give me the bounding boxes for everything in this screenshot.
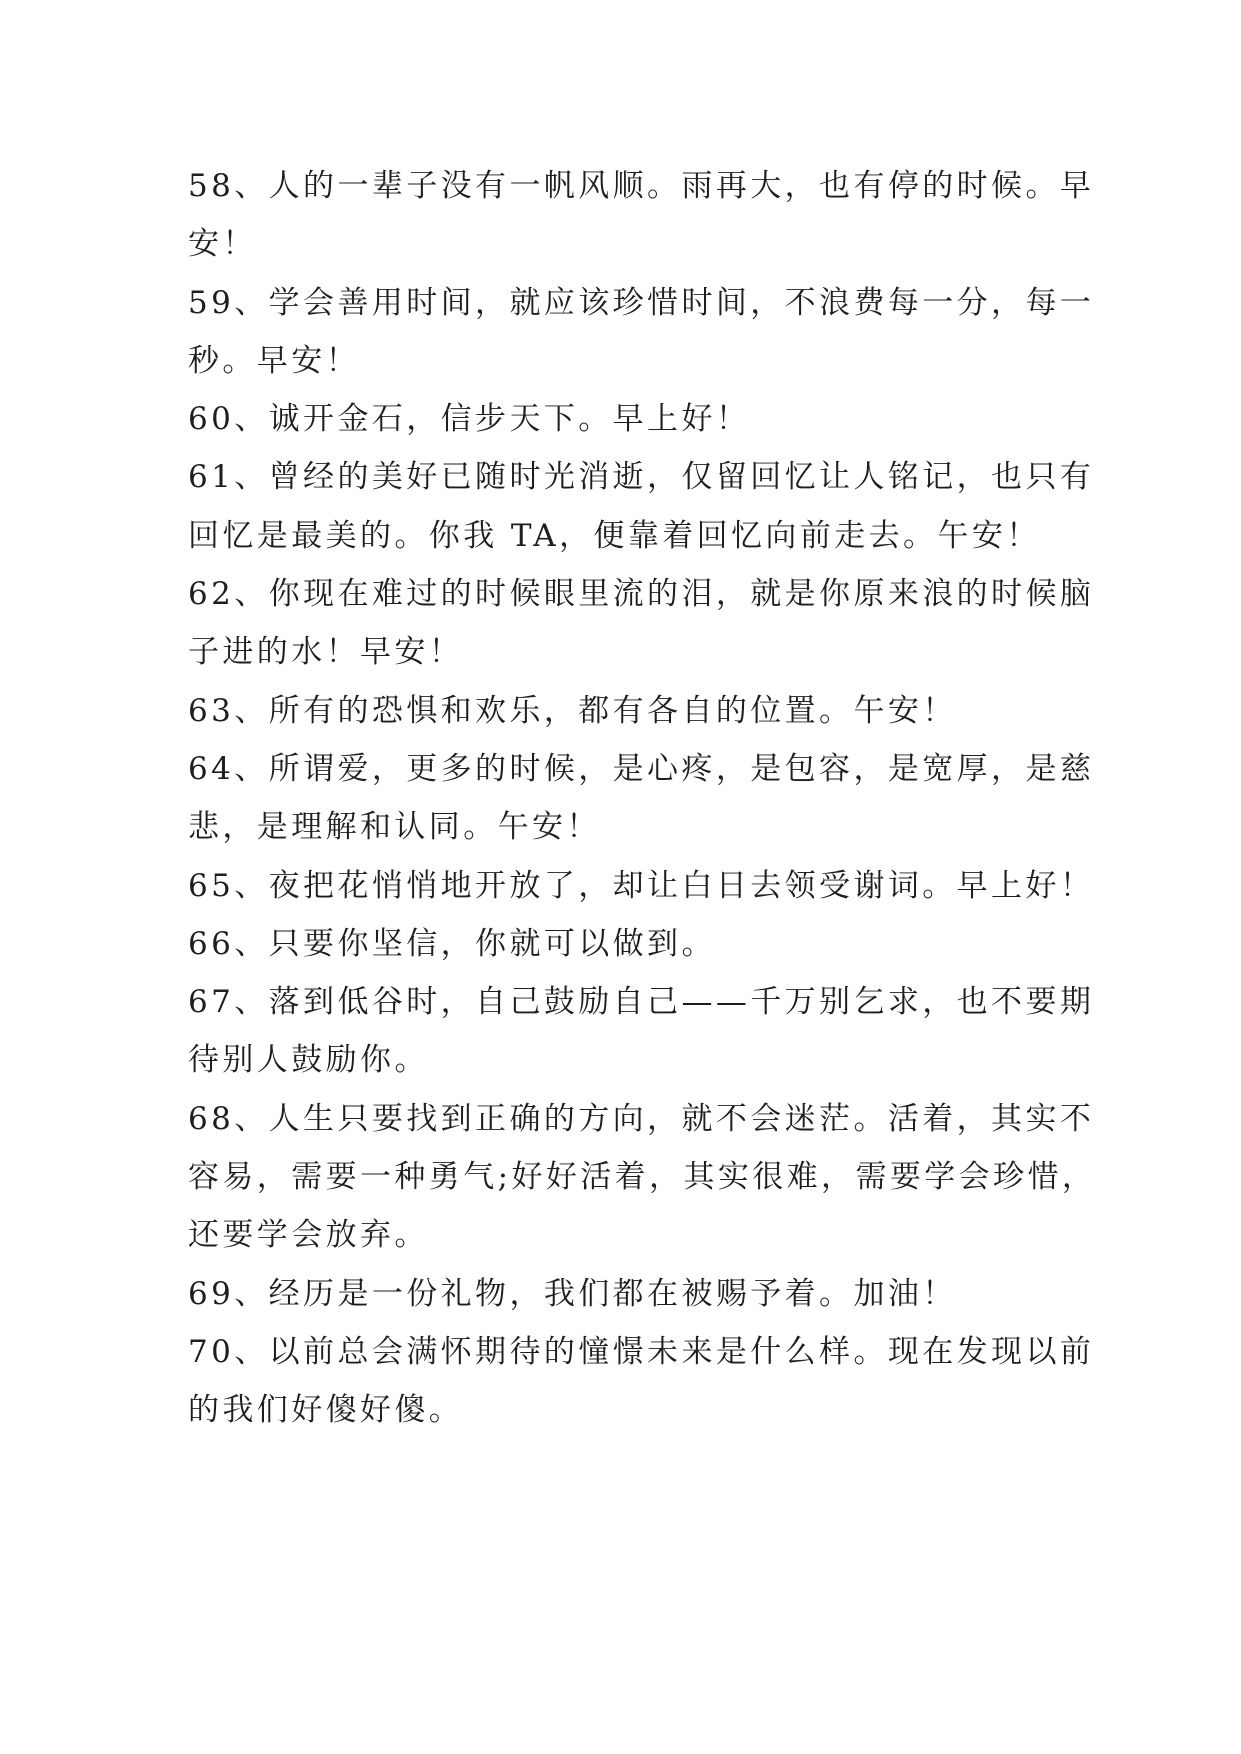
quote-70-line-1: 70、以前总会满怀期待的憧憬未来是什么样。现在发现以前 xyxy=(188,1333,1095,1370)
quote-68-line-1: 68、人生只要找到正确的方向，就不会迷茫。活着，其实不 xyxy=(188,1100,1095,1137)
quote-65-line-1: 65、夜把花悄悄地开放了，却让白日去领受谢词。早上好！ xyxy=(188,867,1095,904)
quote-70-line-2: 的我们好傻好傻。 xyxy=(188,1392,464,1429)
quote-60-line-1: 60、诚开金石，信步天下。早上好！ xyxy=(188,401,751,438)
quote-61-line-1: 61、曾经的美好已随时光消逝，仅留回忆让人铭记，也只有 xyxy=(188,459,1095,496)
quote-59-line-1: 59、学会善用时间，就应该珍惜时间，不浪费每一分，每一 xyxy=(188,284,1095,321)
quote-58-line-1: 58、人的一辈子没有一帆风顺。雨再大，也有停的时候。早 xyxy=(188,168,1095,204)
quote-62-line-1: 62、你现在难过的时候眼里流的泪，就是你原来浪的时候脑 xyxy=(188,576,1095,613)
quote-59-line-2: 秒。早安！ xyxy=(188,342,360,379)
quote-62-line-2: 子进的水！早安！ xyxy=(188,634,464,671)
quote-67-line-1: 67、落到低谷时，自己鼓励自己——千万别乞求，也不要期 xyxy=(188,984,1095,1021)
quote-66-line-1: 66、只要你坚信，你就可以做到。 xyxy=(188,925,716,962)
quote-list xyxy=(188,157,1097,1440)
quote-63-line-1: 63、所有的恐惧和欢乐，都有各自的位置。午安！ xyxy=(188,692,957,729)
quote-58-line-2: 安！ xyxy=(188,226,257,263)
quote-68-line-3: 还要学会放弃。 xyxy=(188,1217,429,1254)
quote-64-line-1: 64、所谓爱，更多的时候，是心疼，是包容，是宽厚，是慈 xyxy=(188,750,1095,787)
quote-69-line-1: 69、经历是一份礼物，我们都在被赐予着。加油！ xyxy=(188,1275,957,1312)
quote-64-line-2: 悲，是理解和认同。午安！ xyxy=(188,809,601,846)
quote-68-line-2: 容易，需要一种勇气;好好活着，其实很难，需要学会珍惜， xyxy=(188,1159,1097,1196)
quote-67-line-2: 待别人鼓励你。 xyxy=(188,1042,429,1079)
quote-61-line-2: 回忆是最美的。你我 TA，便靠着回忆向前走去。午安！ xyxy=(188,517,1041,554)
